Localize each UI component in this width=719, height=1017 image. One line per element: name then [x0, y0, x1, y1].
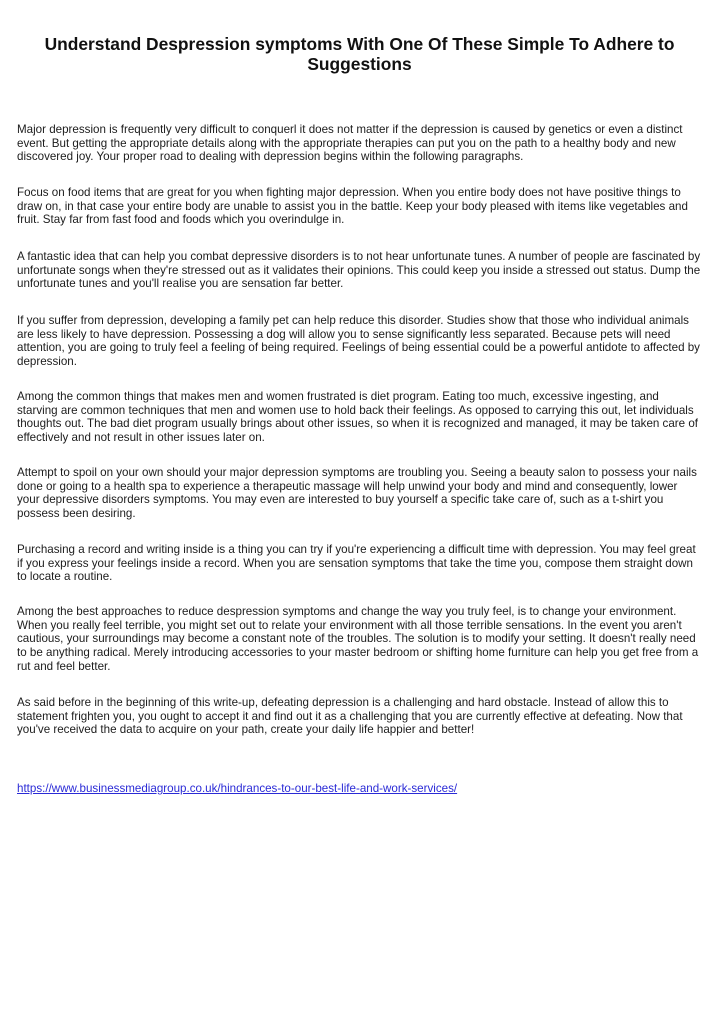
paragraph-conclusion: As said before in the beginning of this write-up, defeating depression is a challenging and hard obstacle. Instead of allow this to statement frighten you, you ought to accept it and find out it as a challenging that you are currently effective at defeating. Now that you've received the data to acquire on your path, create your daily life happier and better! — [17, 696, 683, 737]
paragraph-food: Focus on food items that are great for you when fighting major depression. When you entire body does not have positive things to draw on, in that case your entire body are unable to assist you in the battle. Keep your body pleased with items like vegetables and fruit. Stay far from fast food and foods which you overindulge in. — [17, 186, 688, 227]
paragraph-music: A fantastic idea that can help you combat depressive disorders is to not hear unfortunate tunes. A number of people are fascinated by unfortunate songs when they're stressed out as it validates their opinions. This could keep you inside a stressed out status. Dump the unfortunate tunes and you'll realise you are sensation far better. — [17, 250, 701, 291]
paragraph-journal: Purchasing a record and writing inside is a thing you can try if you're experiencing a difficult time with depression. You may feel great if you express your feelings inside a record. When you are sensation symptoms that take the time you, compose them straight down to locate a routine. — [17, 543, 696, 584]
page-title: Understand Despression symptoms With One Of These Simple To Adhere to Suggestions — [44, 34, 675, 74]
paragraph-diet: Among the common things that makes men and women frustrated is diet program. Eating too much, excessive ingesting, and starving are common techniques that men and women use to hold back their feelings. As opposed to carrying this out, let individuals thoughts out. The bad diet program usually brings about other issues, so when it is recognized and managed, it may be taken care of effectively and not result in other issues later on. — [17, 390, 699, 445]
paragraph-pamper: Attempt to spoil on your own should your major depression symptoms are troubling you. Seeing a beauty salon to possess your nails done or going to a health spa to experience a therapeutic massage will help unwind your body and mind and consequently, lower your depressive disorders symptoms. You may even are interested to buy yourself a specific take care of, such as a t-shirt you possess been desiring. — [17, 466, 697, 521]
source-link[interactable]: https://www.businessmediagroup.co.uk/hindrances-to-our-best-life-and-work-services/ — [17, 782, 458, 795]
paragraph-pet: If you suffer from depression, developing a family pet can help reduce this disorder. Studies show that those who individual animals are less likely to have depression. Possessing a dog will allow you to sense significantly less separated. Because pets will need attention, you are going to truly feel a feeling of being required. Feelings of being essential could be a powerful antidote to affected by depression. — [17, 314, 700, 369]
paragraph-environment: Among the best approaches to reduce despression symptoms and change the way you truly feel, is to change your environment. When you really feel terrible, you might set out to relate your environment with all those terrible sensations. In the event you aren't cautious, your surroundings may become a constant note of the troubles. The solution is to modify your setting. It doesn't really need to be anything radical. Merely introducing accessories to your master bedroom or shifting home furniture can help you get free from a rut and feel better. — [17, 605, 699, 673]
paragraph-intro: Major depression is frequently very difficult to conquerl it does not matter if the depression is caused by genetics or even a distinct event. But getting the appropriate details along with the appropriate therapies can put you on the path to a healthy body and new discovered joy. Your proper road to dealing with depression begins within the following paragraphs. — [17, 123, 683, 164]
